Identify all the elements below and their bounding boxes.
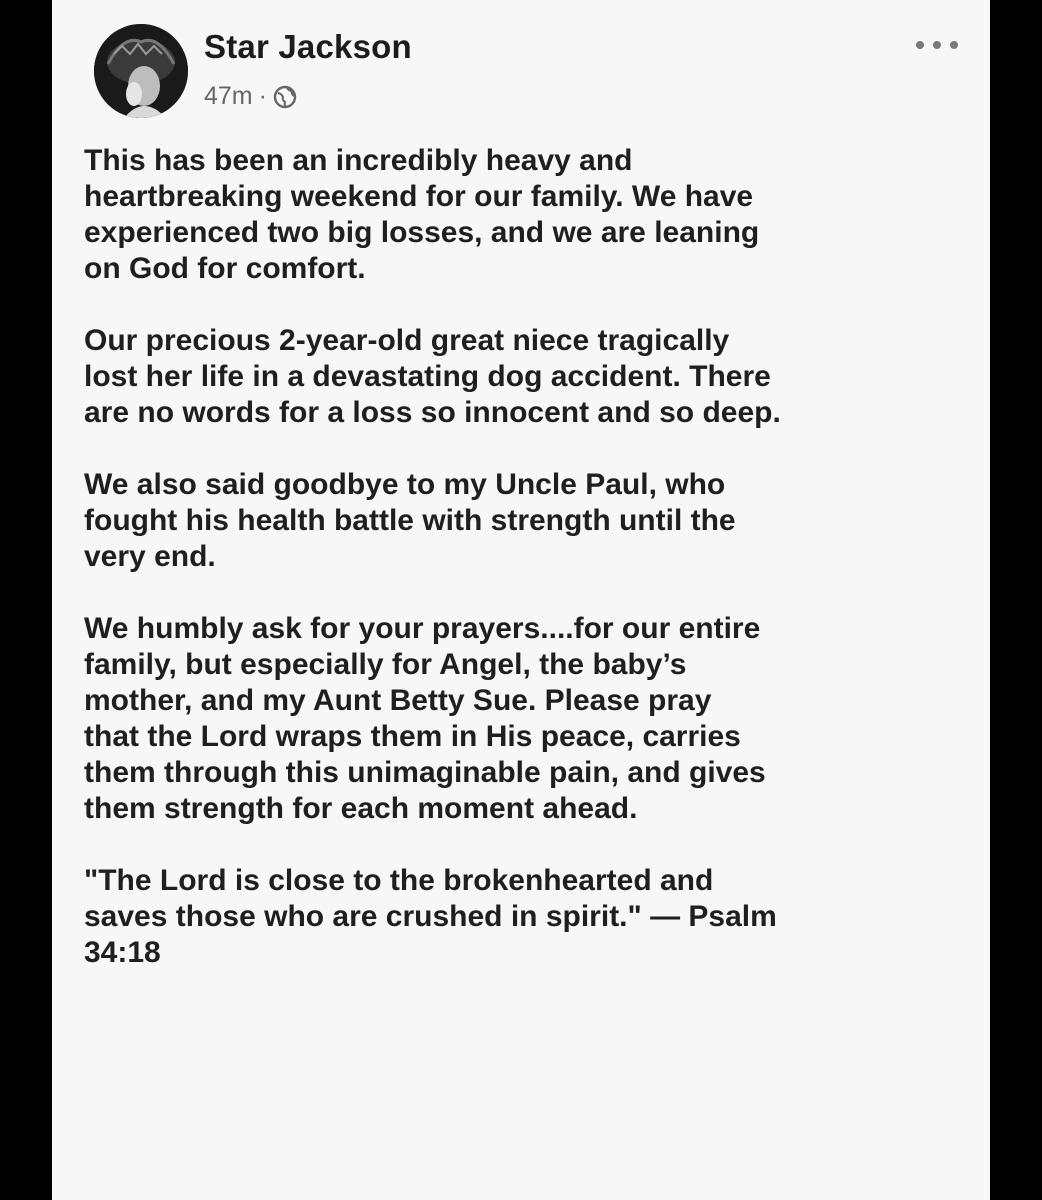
post-paragraph: Our precious 2-year-old great niece tragically lost her life in a devastating dog accident. There are no words for a loss so innocent and so deep.: [84, 324, 781, 429]
avatar-image: [94, 24, 188, 118]
author-name[interactable]: Star Jackson: [204, 28, 412, 65]
more-options-icon[interactable]: [916, 38, 958, 52]
post-header: [94, 24, 966, 124]
more-dot: [933, 41, 941, 49]
post-timestamp[interactable]: 47m: [204, 82, 253, 110]
avatar[interactable]: [94, 24, 188, 118]
more-dot: [916, 41, 924, 49]
more-dot: [950, 41, 958, 49]
globe-icon[interactable]: [273, 85, 297, 109]
meta-separator: ·: [258, 82, 267, 110]
post-paragraph: "The Lord is close to the brokenhearted and saves those who are crushed in spirit." — Psalm 34:18: [84, 864, 777, 969]
post-paragraph: This has been an incredibly heavy and heartbreaking weekend for our family. We have experienced two big losses, and we are leaning on God for comfort.: [84, 144, 760, 285]
post-paragraph: We humbly ask for your prayers....for our entire family, but especially for Angel, the baby’s mother, and my Aunt Betty Sue. Please pray that the Lord wraps them in His peace, carries them through this unimaginable pain, and gives them strength for each moment ahead.: [84, 612, 766, 825]
post-body: [84, 143, 964, 1007]
post-meta: [204, 82, 297, 111]
post-paragraph: We also said goodbye to my Uncle Paul, who fought his health battle with strength until the very end.: [84, 468, 736, 573]
post-card: [52, 0, 990, 1200]
